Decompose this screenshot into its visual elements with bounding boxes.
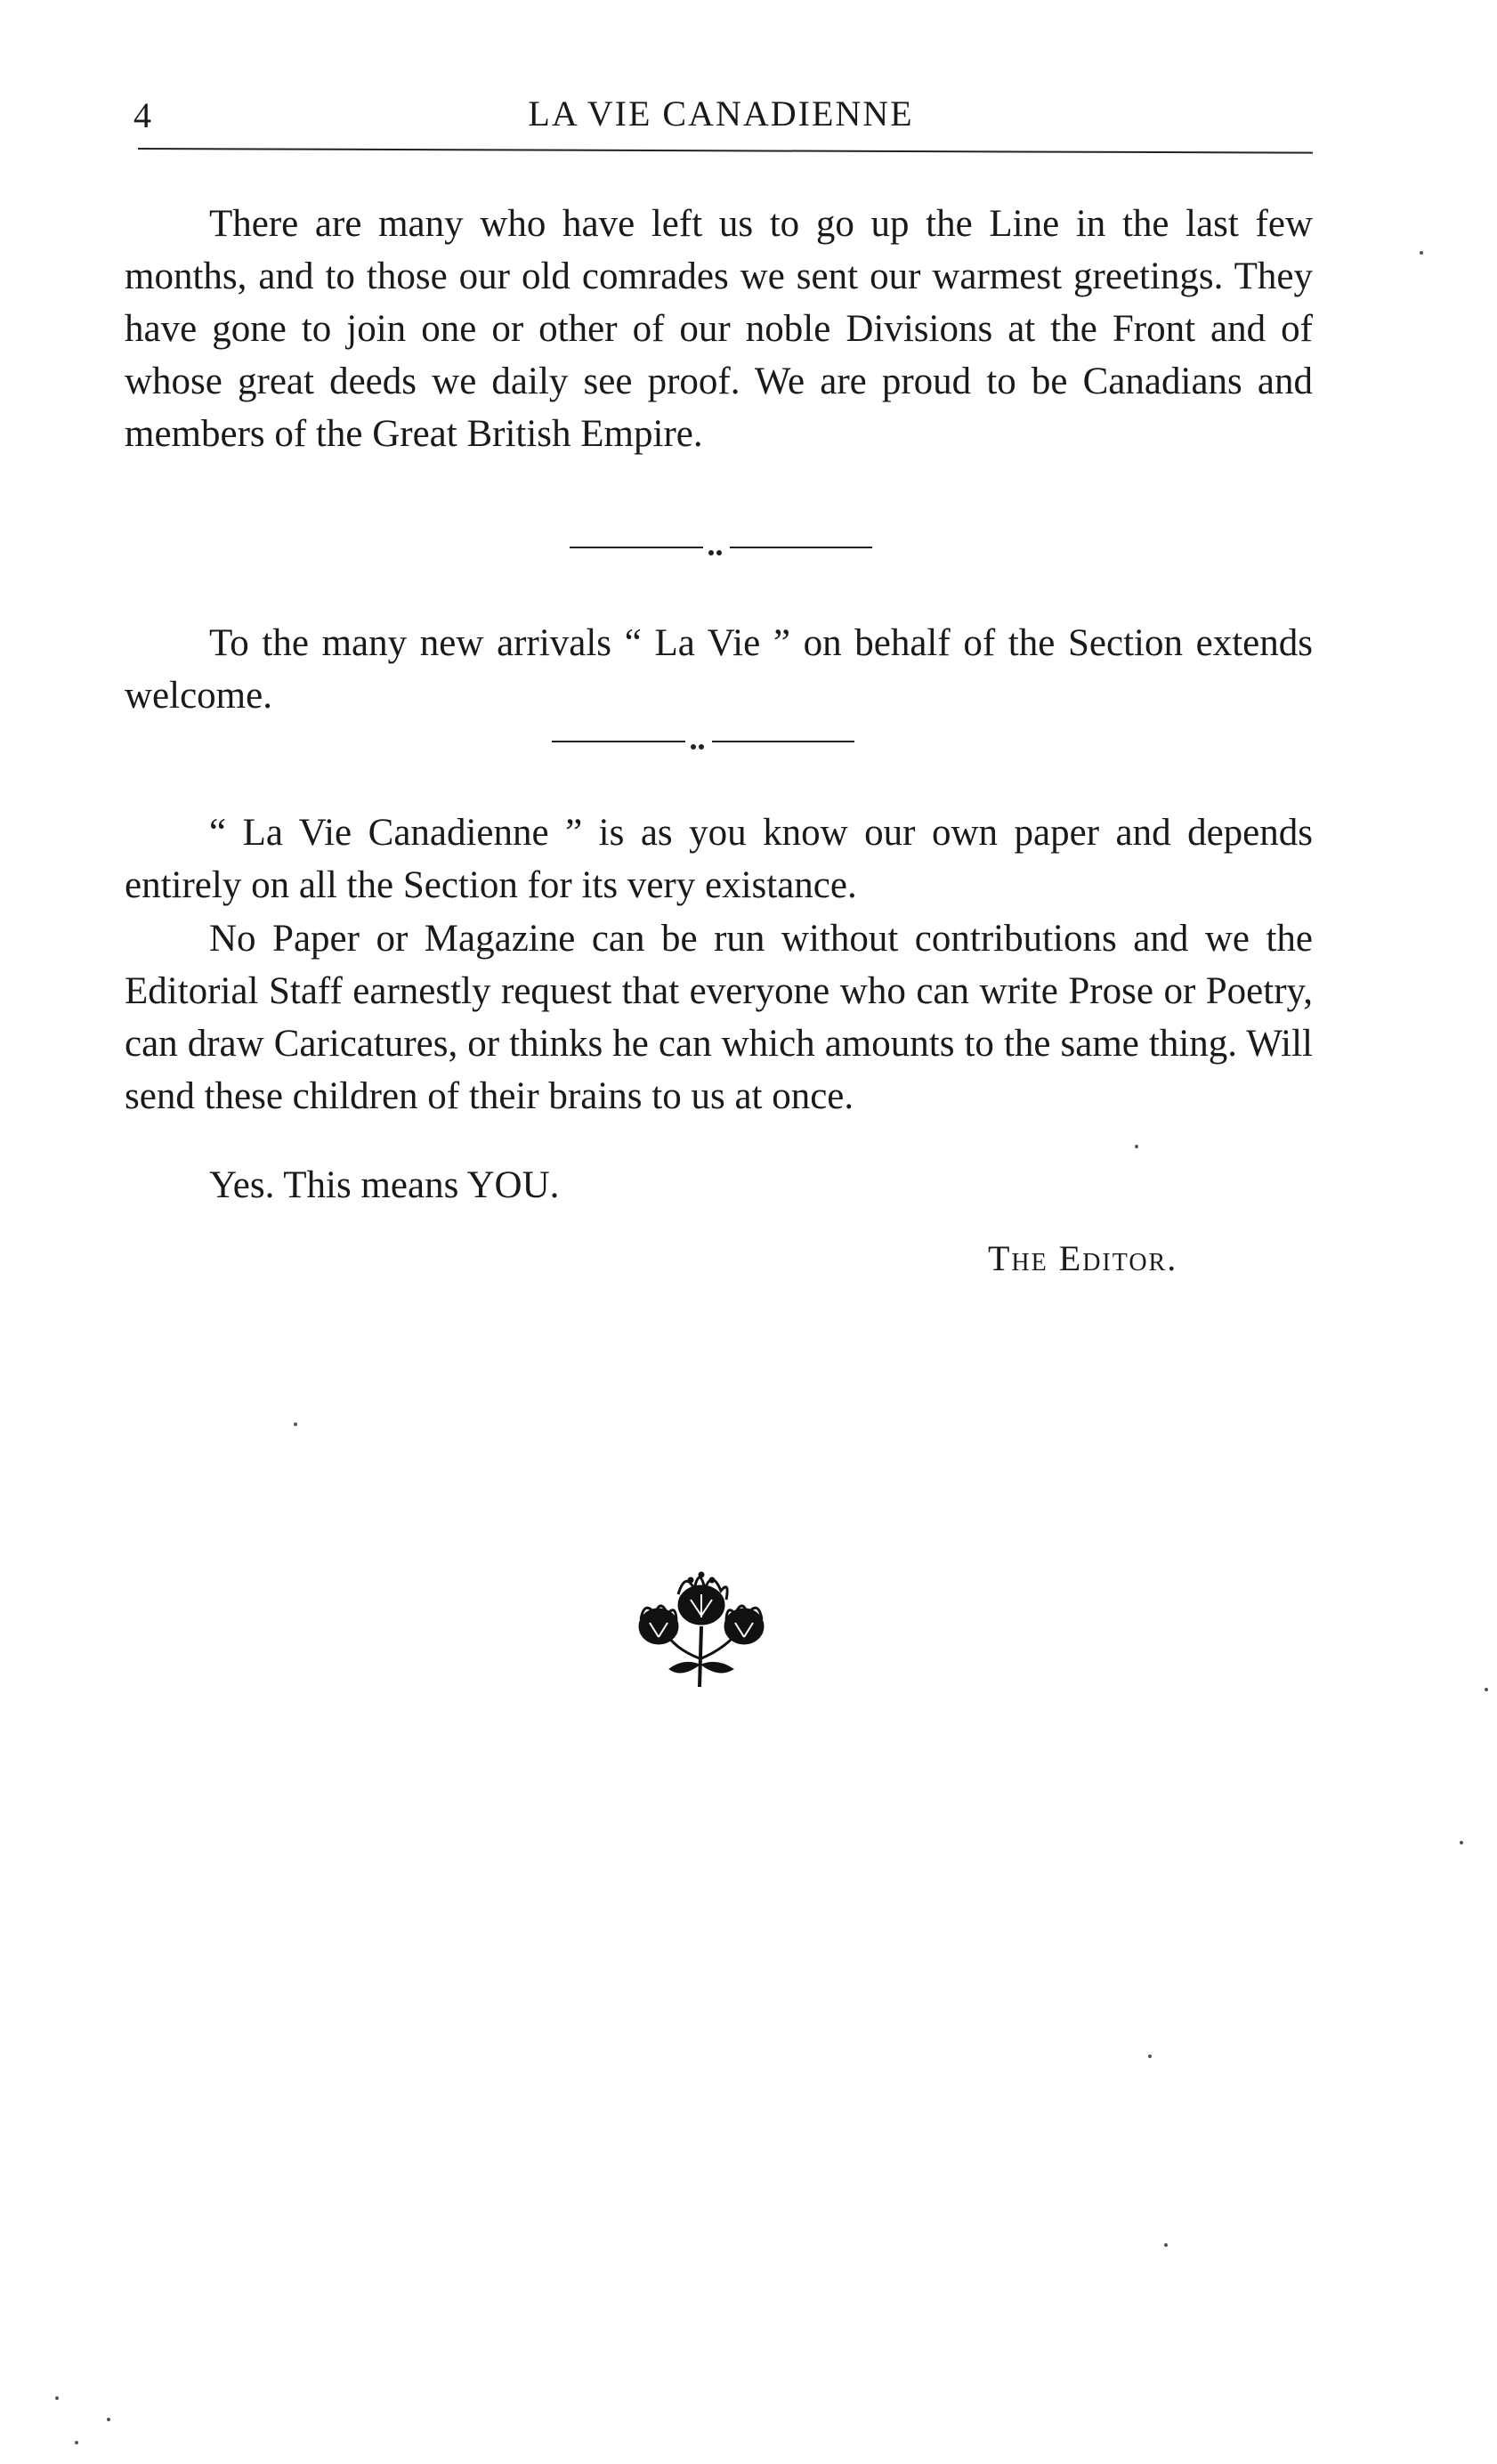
page-header <box>134 89 1308 151</box>
editor-signature: The Editor. <box>988 1238 1178 1278</box>
paragraph-own-paper: “ La Vie Canadienne ” is as you know our own paper and depends entirely on all the Section for its very existance. <box>125 812 1313 906</box>
separator-rule-left <box>552 741 685 742</box>
paragraph-farewell: There are many who have left us to go up the Line in the last few months, and to those our old comrades we sent our warmest greetings. They have gone to join one or other of our noble Divisions at the Front and of whose great deeds we daily see proof. We are proud to be Canadians and members of the Great British Empire. <box>125 203 1313 455</box>
paragraph-this-means-you: Yes. This means YOU. <box>209 1164 560 1206</box>
separator-dots <box>708 544 726 551</box>
separator-rule-left <box>570 547 703 548</box>
paragraph-welcome: To the many new arrivals “ La Vie ” on behalf of the Section extends welcome. <box>125 622 1313 717</box>
scan-speck <box>107 2418 110 2421</box>
scan-speck <box>1148 2055 1152 2058</box>
scan-speck <box>1485 1688 1488 1691</box>
separator-dots <box>691 738 708 745</box>
section-separator <box>552 735 854 748</box>
running-title: LA VIE CANADIENNE <box>528 93 914 134</box>
scan-speck <box>1164 2243 1168 2247</box>
scan-speck <box>75 2441 78 2444</box>
separator-rule-right <box>712 741 854 742</box>
scan-speck <box>55 2396 59 2400</box>
scan-speck <box>294 1422 297 1426</box>
paragraph-contributions: No Paper or Magazine can be run without contributions and we the Editorial Staff earnestly request that everyone who can write Prose or Poetry, can draw Caricatures, or thinks he can which amounts to the same thing. Will send these children of their brains to us at once. <box>125 918 1313 1117</box>
scan-speck <box>1460 1841 1463 1844</box>
section-separator <box>570 541 872 554</box>
separator-rule-right <box>730 547 872 548</box>
scan-speck <box>1420 251 1423 255</box>
page-number: 4 <box>134 95 151 135</box>
scan-speck <box>1135 1145 1138 1148</box>
flower-ornament-icon <box>623 1544 783 1696</box>
